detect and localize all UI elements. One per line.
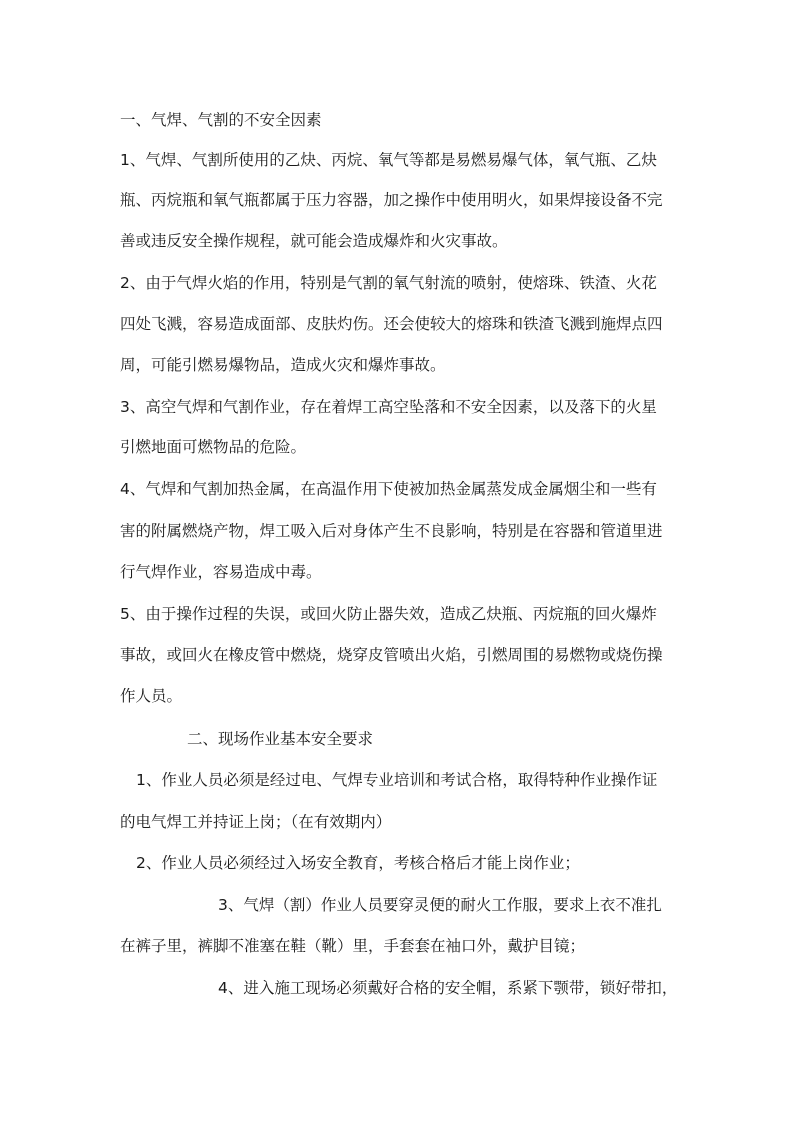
paragraph-line: 事故，或回火在橡皮管中燃烧，烧穿皮管喷出火焰，引燃周围的易燃物或烧伤操 bbox=[120, 646, 663, 664]
paragraph-line: 3、高空气焊和气割作业，存在着焊工高空坠落和不安全因素，以及落下的火星 bbox=[120, 398, 657, 416]
paragraph-line: 2、作业人员必须经过入场安全教育，考核合格后才能上岗作业； bbox=[136, 854, 580, 872]
paragraph-line: 1、作业人员必须是经过电、气焊专业培训和考试合格，取得特种作业操作证 bbox=[136, 771, 658, 789]
paragraph-line: 行气焊作业，容易造成中毒。 bbox=[120, 563, 322, 581]
paragraph-line: 3、气焊（割）作业人员要穿灵便的耐火工作服，要求上衣不准扎 bbox=[218, 896, 662, 914]
paragraph-line: 4、气焊和气割加热金属，在高温作用下使被加热金属蒸发成金属烟尘和一些有 bbox=[120, 480, 657, 498]
paragraph-line: 在裤子里，裤脚不准塞在鞋（靴）里，手套套在袖口外，戴护目镜； bbox=[120, 937, 586, 955]
paragraph-line: 瓶、丙烷瓶和氧气瓶都属于压力容器，加之操作中使用明火，如果焊接设备不完 bbox=[120, 191, 663, 209]
paragraph-line: 2、由于气焊火焰的作用，特别是气割的氧气射流的喷射，使熔珠、铁渣、火花 bbox=[120, 274, 657, 292]
paragraph-line: 善或违反安全操作规程，就可能会造成爆炸和火灾事故。 bbox=[120, 232, 508, 250]
paragraph-line: 1、气焊、气割所使用的乙炔、丙烷、氧气等都是易燃易爆气体，氧气瓶、乙炔 bbox=[120, 151, 657, 169]
paragraph-line: 4、进入施工现场必须戴好合格的安全帽，系紧下颚带，锁好带扣， bbox=[218, 979, 678, 997]
section-heading-2: 二、现场作业基本安全要求 bbox=[187, 730, 374, 748]
paragraph-line: 四处飞溅，容易造成面部、皮肤灼伤。还会使较大的熔珠和铁渣飞溅到施焊点四 bbox=[120, 315, 663, 333]
paragraph-line: 5、由于操作过程的失误，或回火防止器失效，造成乙炔瓶、丙烷瓶的回火爆炸 bbox=[120, 605, 657, 623]
paragraph-line: 害的附属燃烧产物，焊工吸入后对身体产生不良影响，特别是在容器和管道里进 bbox=[120, 522, 663, 540]
paragraph-line: 周，可能引燃易爆物品，造成火灾和爆炸事故。 bbox=[120, 356, 446, 374]
paragraph-line: 引燃地面可燃物品的危险。 bbox=[120, 438, 307, 456]
paragraph-line: 作人员。 bbox=[120, 687, 183, 705]
section-heading-1: 一、气焊、气割的不安全因素 bbox=[120, 111, 322, 129]
paragraph-line: 的电气焊工并持证上岗；（在有效期内） bbox=[120, 813, 392, 831]
